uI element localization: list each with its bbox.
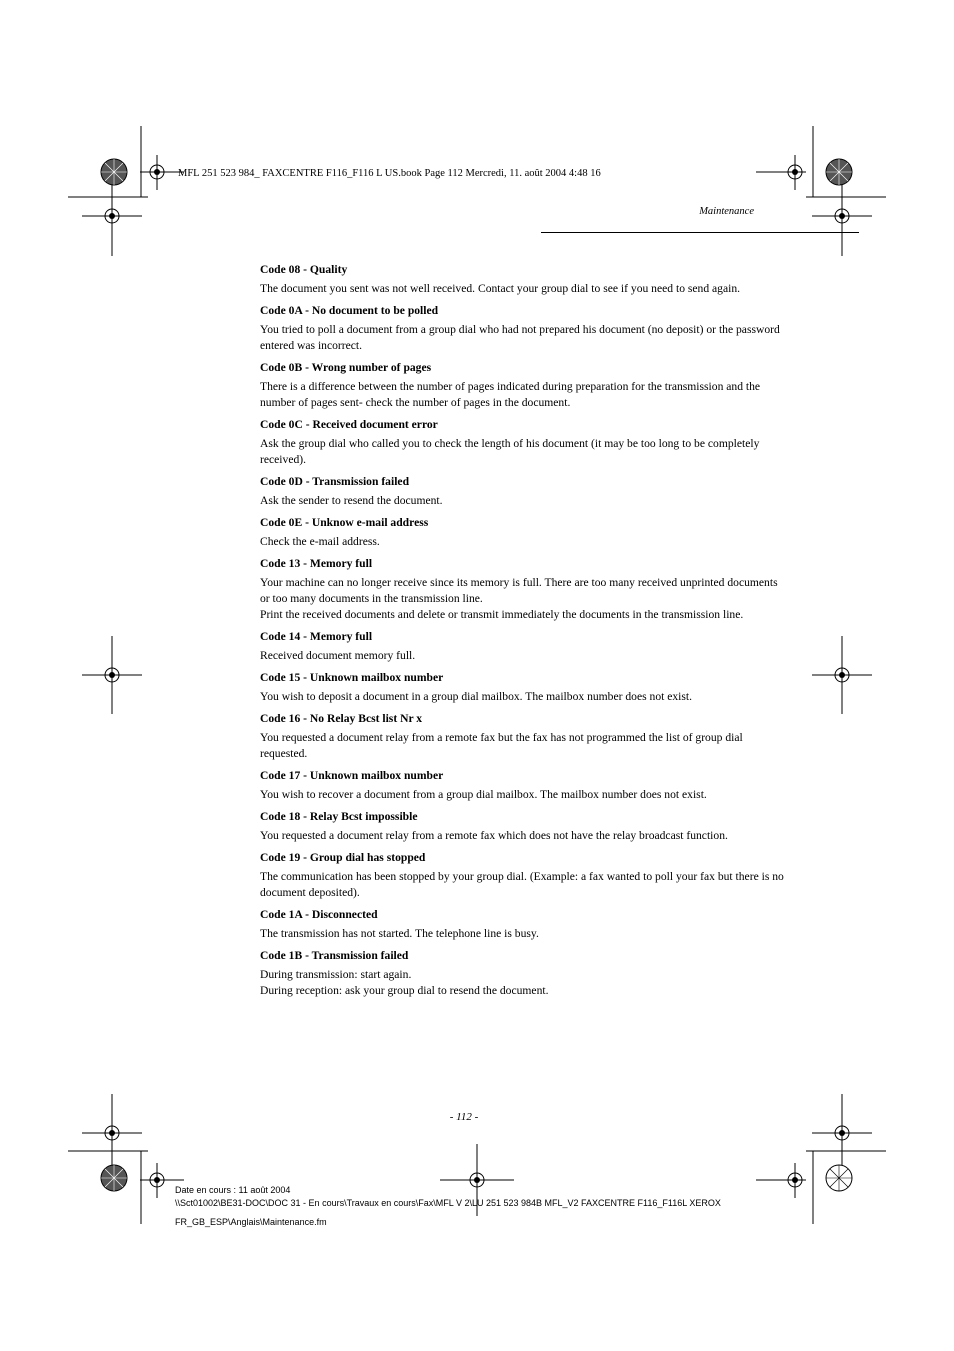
running-section-title: Maintenance [699, 206, 754, 217]
error-code-entry [260, 768, 786, 803]
error-code-title: Code 14 - Memory full [260, 630, 373, 643]
error-code-title: Code 0C - Received document error [260, 418, 438, 431]
error-code-description: During transmission: start again. During reception: ask your group dial to resend the document. [260, 968, 549, 997]
print-header-file-info: MFL 251 523 984_ FAXCENTRE F116_F116 L US.book Page 112 Mercredi, 11. août 2004 4:48 16 [178, 168, 601, 179]
error-code-description: The document you sent was not well received. Contact your group dial to see if you need to send again. [260, 282, 741, 295]
page-number: - 112 - [449, 1111, 479, 1123]
starburst-target-top-right [826, 159, 852, 185]
error-code-title: Code 0A - No document to be polled [260, 304, 439, 317]
error-code-title: Code 1B - Transmission failed [260, 949, 409, 962]
error-code-description: Your machine can no longer receive since its memory is full. There are too many received unprinted documents or too many documents in the transmission line. Print the received documents and delete or transmit immediately the documents in the transmission line. [260, 576, 778, 621]
error-code-entry [260, 515, 786, 550]
error-code-description: Ask the sender to resend the document. [260, 494, 443, 507]
error-code-title: Code 16 - No Relay Bcst list Nr x [260, 712, 423, 725]
registration-mark-bottom-right [756, 1163, 806, 1198]
error-code-description: Check the e-mail address. [260, 535, 380, 548]
error-code-description: You wish to deposit a document in a group dial mailbox. The mailbox number does not exist. [260, 690, 693, 703]
starburst-target-top-left [101, 159, 127, 185]
error-code-entry [260, 948, 786, 999]
error-code-description: You tried to poll a document from a group dial who had not prepared his document (no deposit) or the password entered was incorrect. [260, 323, 780, 352]
error-code-title: Code 1A - Disconnected [260, 908, 378, 921]
error-code-entry [260, 850, 786, 901]
error-code-description: The transmission has not started. The telephone line is busy. [260, 927, 539, 940]
error-code-description: You requested a document relay from a remote fax but the fax has not programmed the list of group dial requested. [260, 731, 743, 760]
error-code-entry [260, 360, 786, 411]
error-code-entry [260, 474, 786, 509]
error-code-title: Code 0E - Unknow e-mail address [260, 516, 429, 529]
footer-file-name: FR_GB_ESP\Anglais\Maintenance.fm [175, 1217, 327, 1227]
error-code-entry [260, 711, 786, 762]
error-code-entry [260, 809, 786, 844]
error-code-description: You wish to recover a document from a group dial mailbox. The mailbox number does not exist. [260, 788, 707, 801]
error-code-title: Code 0B - Wrong number of pages [260, 361, 432, 374]
error-code-entry [260, 417, 786, 468]
error-code-title: Code 0D - Transmission failed [260, 475, 410, 488]
error-code-title: Code 17 - Unknown mailbox number [260, 769, 444, 782]
error-code-entry [260, 262, 786, 297]
error-code-entry [260, 629, 786, 664]
footer-file-path: \\Sct01002\BE31-DOC\DOC 31 - En cours\Travaux en cours\Fax\MFL V 2\LU 251 523 984B MFL_V2 FAXCENTRE F116_F116L XEROX [175, 1198, 721, 1208]
error-code-entry [260, 670, 786, 705]
footer-date: Date en cours : 11 août 2004 [175, 1185, 291, 1195]
header-rule [541, 232, 859, 233]
error-code-title: Code 08 - Quality [260, 263, 348, 276]
error-code-title: Code 19 - Group dial has stopped [260, 851, 426, 864]
error-code-description: There is a difference between the number of pages indicated during preparation for the transmission and the number of pages sent- check the number of pages in the document. [260, 380, 761, 409]
error-code-description: The communication has been stopped by your group dial. (Example: a fax wanted to poll your fax but there is no document deposited). [260, 870, 784, 899]
error-code-entry [260, 556, 786, 623]
error-code-entry [260, 907, 786, 942]
error-code-description: Received document memory full. [260, 649, 416, 662]
starburst-target-bottom-right [826, 1165, 852, 1191]
error-code-description: You requested a document relay from a remote fax which does not have the relay broadcast function. [260, 829, 728, 842]
error-code-title: Code 18 - Relay Bcst impossible [260, 810, 418, 823]
error-code-list [260, 262, 786, 1005]
starburst-target-bottom-left [101, 1165, 127, 1191]
error-code-entry [260, 303, 786, 354]
print-footer [175, 1184, 721, 1229]
registration-mark-top-right [756, 155, 806, 190]
error-code-description: Ask the group dial who called you to check the length of his document (it may be too long to be completely received). [260, 437, 760, 466]
error-code-title: Code 13 - Memory full [260, 557, 373, 570]
error-code-title: Code 15 - Unknown mailbox number [260, 671, 444, 684]
